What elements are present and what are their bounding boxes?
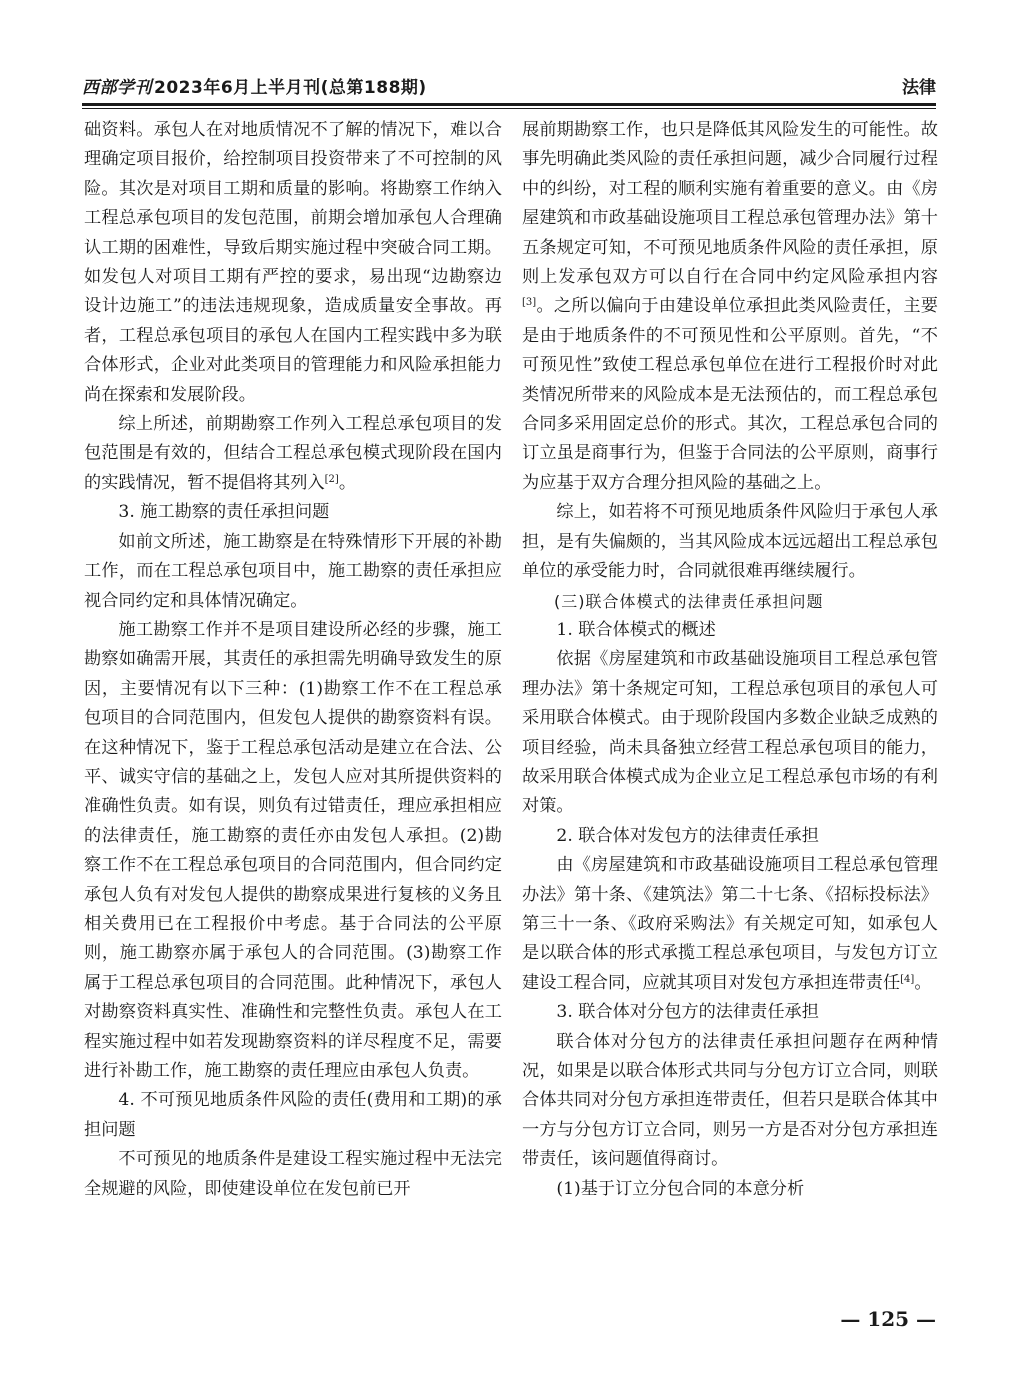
section-heading: [522, 998, 938, 1027]
citation-ref: [2]: [324, 473, 339, 485]
paragraph-text: 依据《房屋建筑和市政基础设施项目工程总承包管理办法》第十条规定可知，工程总承包项目的承包人可采用联合体模式。由于现阶段国内多数企业缺乏成熟的项目经验，尚未具备独立经营工程总承包项目的能力，故采用联合体模式成为企业立足工程总承包市场的有利对策。: [522, 649, 938, 817]
paragraph: [84, 116, 502, 410]
paragraph: [84, 528, 502, 616]
section-heading: [522, 1175, 938, 1204]
left-column: [84, 116, 502, 1204]
section-heading: [522, 822, 938, 851]
paragraph-text: 3. 施工勘察的责任承担问题: [118, 502, 330, 523]
paragraph-text: (三)联合体模式的法律责任承担问题: [554, 591, 824, 611]
section-heading: [84, 498, 502, 527]
header-rule-thin: [82, 108, 936, 109]
journal-issue: [82, 73, 427, 98]
paragraph: [522, 498, 938, 586]
citation-ref: [4]: [900, 973, 915, 985]
paragraph-text: 1. 联合体模式的概述: [556, 619, 716, 640]
section-heading: [522, 587, 938, 616]
right-column: [522, 116, 938, 1204]
paragraph-text: 3. 联合体对分包方的法律责任承担: [556, 1002, 819, 1023]
paragraph-text: (1)基于订立分包合同的本意分析: [556, 1178, 805, 1199]
paragraph: [522, 1028, 938, 1175]
paragraph-text: 2. 联合体对发包方的法律责任承担: [556, 825, 819, 846]
page-number: — 125 —: [840, 1307, 936, 1331]
paragraph-text: 展前期勘察工作，也只是降低其风险发生的可能性。故事先明确此类风险的责任承担问题，减少合同履行过程中的纠纷，对工程的顺利实施有着重要的意义。由《房屋建筑和市政基础设施项目工程总承包管理办法》第十五条规定可知，不可预见地质条件风险的责任承担，原则上发承包双方可以自行在合同中约定风险承担内容: [522, 120, 938, 288]
paragraph-text: 由《房屋建筑和市政基础设施项目工程总承包管理办法》第十条、《建筑法》第二十七条、《招标投标法》第三十一条、《政府采购法》有关规定可知，如承包人是以联合体的形式承揽工程总承包项目，与发包方订立建设工程合同，应就其项目对发包方承担连带责任: [522, 855, 938, 993]
issue-label: 2023年6月上半月刊(总第188期): [154, 78, 427, 98]
paragraph: [84, 1145, 502, 1204]
paragraph-text: 不可预见的地质条件是建设工程实施过程中无法完全规避的风险，即使建设单位在发包前已开: [84, 1149, 502, 1199]
paragraph: [84, 410, 502, 498]
journal-logo: 西部学刊: [82, 78, 152, 98]
section-label: 法律: [902, 78, 936, 98]
paragraph-text: 施工勘察工作并不是项目建设所必经的步骤，施工勘察如确需开展，其责任的承担需先明确导致发生的原因，主要情况有以下三种：(1)勘察工作不在工程总承包项目的合同范围内，但发包人提供的勘察资料有误。在这种情况下，鉴于工程总承包活动是建立在合法、公平、诚实守信的基础之上，发包人应对其所提供资料的准确性负责。如有误，则负有过错责任，理应承担相应的法律责任，施工勘察的责任亦由发包人承担。(2)勘察工作不在工程总承包项目的合同范围内，但合同约定承包人负有对发包人提供的勘察成果进行复核的义务且相关费用已在工程报价中考虑。基于合同法的公平原则，施工勘察亦属于承包人的合同范围。(3)勘察工作属于工程总承包项目的合同范围。此种情况下，承包人对勘察资料真实性、准确性和完整性负责。承包人在工程实施过程中如若发现勘察资料的详尽程度不足，需要进行补勘工作，施工勘察的责任理应由承包人负责。: [84, 619, 502, 1081]
paragraph: [522, 851, 938, 998]
paragraph-text-after: 。: [914, 972, 932, 993]
section-heading: [522, 616, 938, 645]
citation-ref: [3]: [522, 297, 537, 309]
paragraph-text: 如前文所述，施工勘察是在特殊情形下开展的补勘工作，而在工程总承包项目中，施工勘察的责任承担应视合同约定和具体情况确定。: [84, 531, 502, 611]
paragraph-text-after: 。之所以偏向于由建设单位承担此类风险责任，主要是由于地质条件的不可预见性和公平原则。首先，“不可预见性”致使工程总承包单位在进行工程报价时对此类情况所带来的风险成本是无法预估的，而工程总承包合同多采用固定总价的形式。其次，工程总承包合同的订立虽是商事行为，但鉴于合同法的公平原则，商事行为应基于双方合理分担风险的基础之上。: [522, 296, 938, 493]
paragraph: [522, 645, 938, 821]
paragraph-text: 综上所述，前期勘察工作列入工程总承包项目的发包范围是有效的，但结合工程总承包模式现阶段在国内的实践情况，暂不提倡将其列入: [84, 414, 502, 493]
paragraph-text-after: 。: [338, 472, 357, 493]
paragraph-text: 联合体对分包方的法律责任承担问题存在两种情况，如果是以联合体形式共同与分包方订立合同，则联合体共同对分包方承担连带责任，但若只是联合体其中一方与分包方订立合同，则另一方是否对分包方承担连带责任，该问题值得商讨。: [522, 1031, 938, 1170]
paragraph: [84, 616, 502, 1087]
section-heading: [84, 1086, 502, 1145]
running-header: [82, 72, 936, 98]
paragraph-text: 综上，如若将不可预见地质条件风险归于承包人承担，是有失偏颇的，当其风险成本远远超出工程总承包单位的承受能力时，合同就很难再继续履行。: [522, 502, 938, 582]
header-rule: [82, 103, 936, 106]
paragraph-text: 础资料。承包人在对地质情况不了解的情况下，难以合理确定项目报价，给控制项目投资带来了不可控制的风险。其次是对项目工期和质量的影响。将勘察工作纳入工程总承包项目的发包范围，前期会增加承包人合理确认工期的困难性，导致后期实施过程中突破合同工期。如发包人对项目工期有严控的要求，易出现“边勘察边设计边施工”的违法违规现象，造成质量安全事故。再者，工程总承包项目的承包人在国内工程实践中多为联合体形式，企业对此类项目的管理能力和风险承担能力尚在探索和发展阶段。: [84, 120, 502, 405]
paragraph: [522, 116, 938, 498]
paragraph-text: 4. 不可预见地质条件风险的责任(费用和工期)的承担问题: [84, 1090, 502, 1140]
